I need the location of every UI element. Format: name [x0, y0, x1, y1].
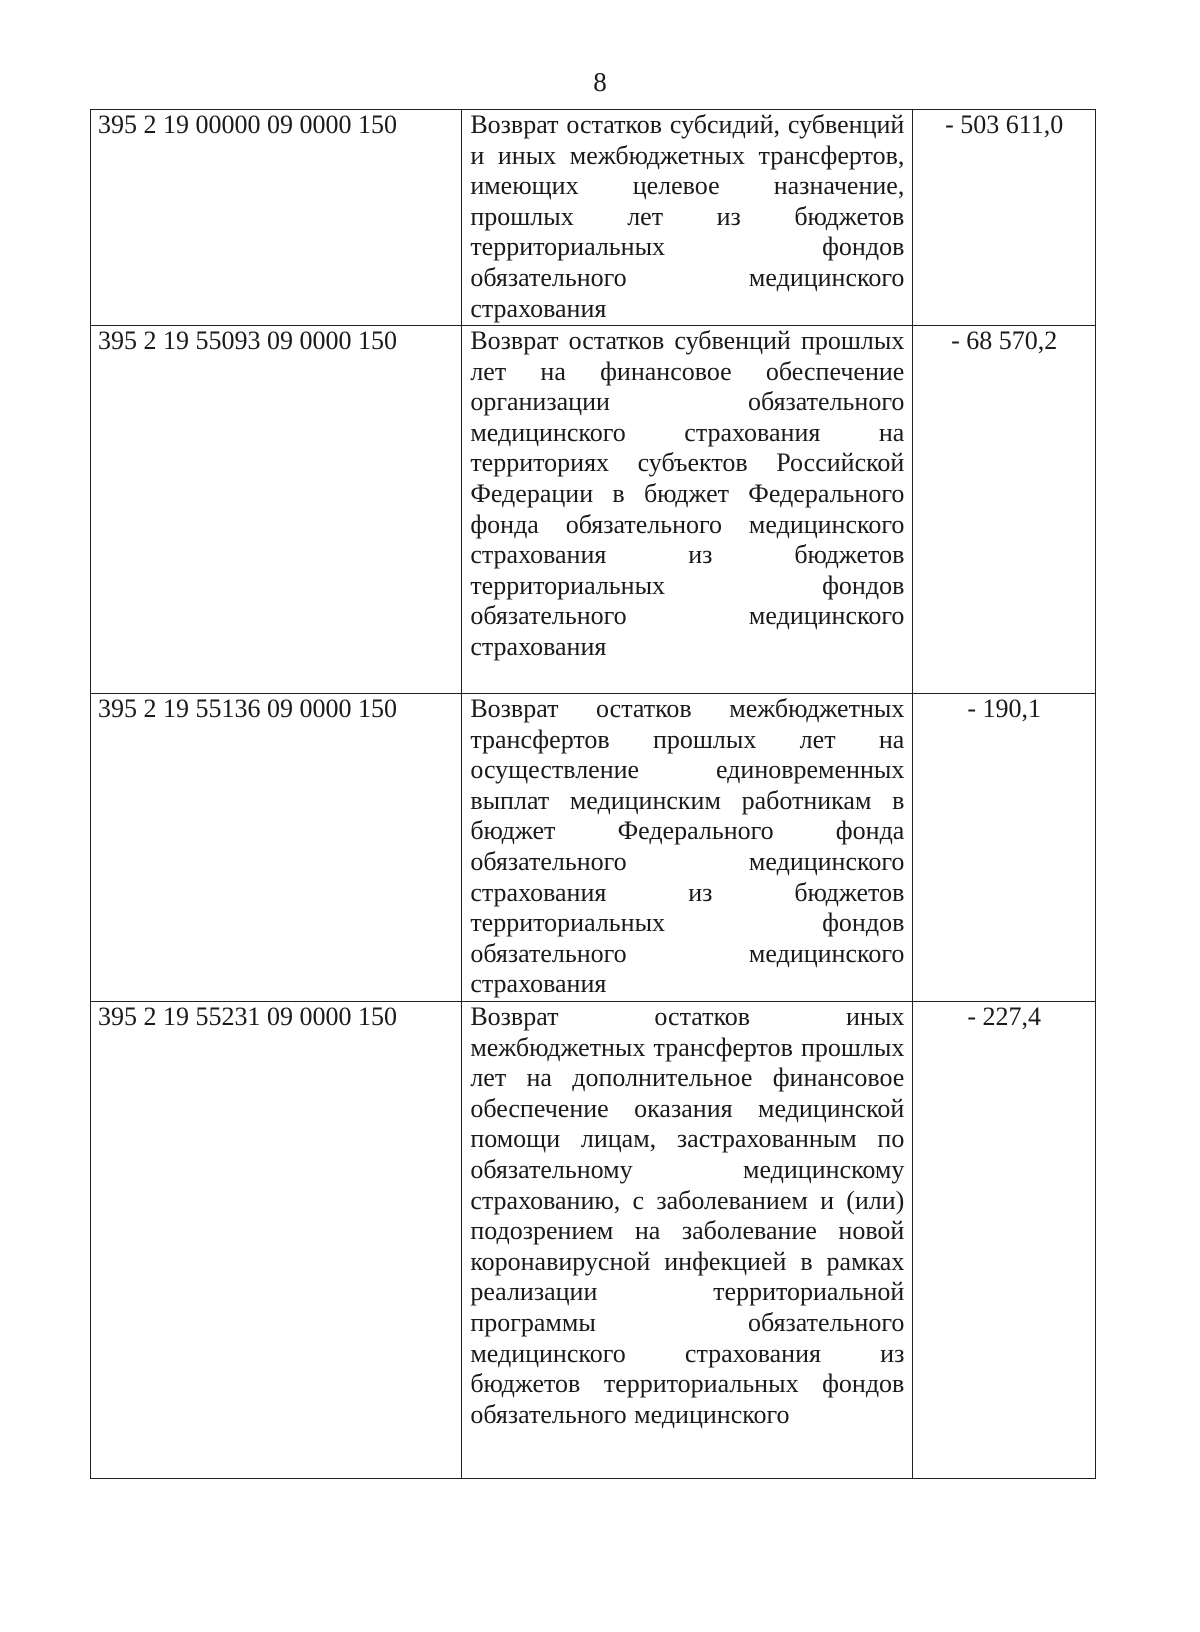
- amount-cell: - 190,1: [913, 694, 1096, 1002]
- description-cell: Возврат остатков иных межбюджетных трансфертов прошлых лет на дополнительное финансовое обеспечение оказания медицинской помощи лицам, застрахованным по обязательному медицинскому страхованию, с заболеванием и (или) подозрением на заболевание новой коронавирусной инфекцией в рамках реализации территориальной программы обязательного медицинского страхования из бюджетов территориальных фондов обязательного медицинского: [462, 1002, 913, 1479]
- budget-code-cell: 395 2 19 55136 09 0000 150: [91, 694, 462, 1002]
- amount-cell: - 68 570,2: [913, 326, 1096, 694]
- budget-code-cell: 395 2 19 55093 09 0000 150: [91, 326, 462, 694]
- table-row: [91, 110, 1096, 326]
- budget-codes-table: [90, 109, 1096, 1479]
- table-row: [91, 326, 1096, 694]
- description-cell: Возврат остатков субсидий, субвенций и иных межбюджетных трансфертов, имеющих целевое назначение, прошлых лет из бюджетов территориальных фондов обязательного медицинского страхования: [462, 110, 913, 326]
- description-cell: Возврат остатков межбюджетных трансфертов прошлых лет на осуществление единовременных выплат медицинским работникам в бюджет Федерального фонда обязательного медицинского страхования из бюджетов территориальных фондов обязательного медицинского страхования: [462, 694, 913, 1002]
- table-row: [91, 694, 1096, 1002]
- page-number: 8: [593, 67, 607, 97]
- budget-code-cell: 395 2 19 00000 09 0000 150: [91, 110, 462, 326]
- amount-cell: - 227,4: [913, 1002, 1096, 1479]
- table-row: [91, 1002, 1096, 1479]
- budget-code-cell: 395 2 19 55231 09 0000 150: [91, 1002, 462, 1479]
- amount-cell: - 503 611,0: [913, 110, 1096, 326]
- description-cell: Возврат остатков субвенций прошлых лет на финансовое обеспечение организации обязательного медицинского страхования на территориях субъектов Российской Федерации в бюджет Федерального фонда обязательного медицинского страхования из бюджетов территориальных фондов обязательного медицинского страхования: [462, 326, 913, 694]
